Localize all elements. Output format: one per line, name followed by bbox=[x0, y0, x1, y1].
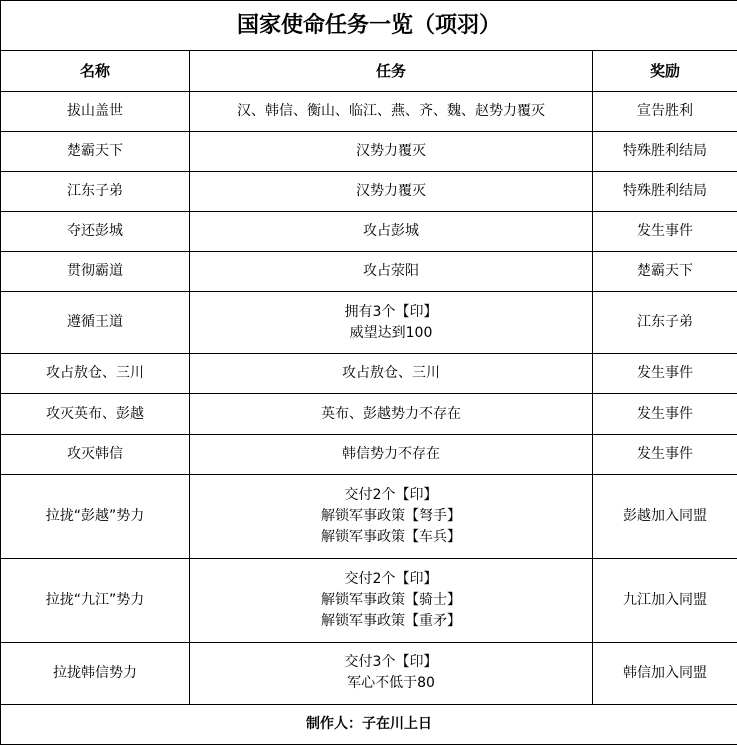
mission-task bbox=[190, 92, 593, 132]
mission-reward: 九江加入同盟 bbox=[593, 558, 737, 642]
author-credit: 制作人：子在川上日 bbox=[1, 705, 737, 745]
task-line: 威望达到100 bbox=[349, 324, 433, 341]
task-line: 拥有3个【印】 bbox=[344, 303, 438, 320]
task-line: 解锁军事政策【重矛】 bbox=[321, 612, 461, 629]
task-line: 汉势力覆灭 bbox=[356, 183, 426, 200]
mission-reward: 江东子弟 bbox=[593, 292, 737, 354]
mission-reward: 彭越加入同盟 bbox=[593, 474, 737, 558]
task-line: 汉、韩信、衡山、临江、燕、齐、魏、赵势力覆灭 bbox=[237, 103, 545, 120]
task-line: 解锁军事政策【车兵】 bbox=[321, 528, 461, 545]
table-row bbox=[1, 434, 737, 474]
mission-reward: 发生事件 bbox=[593, 354, 737, 394]
mission-reward: 特殊胜利结局 bbox=[593, 172, 737, 212]
header-reward: 奖励 bbox=[593, 51, 737, 92]
task-line: 攻占彭城 bbox=[363, 223, 419, 240]
task-line: 韩信势力不存在 bbox=[342, 445, 440, 462]
mission-reward: 特殊胜利结局 bbox=[593, 132, 737, 172]
table-row bbox=[1, 252, 737, 292]
mission-task bbox=[190, 474, 593, 558]
mission-task bbox=[190, 252, 593, 292]
mission-task bbox=[190, 212, 593, 252]
mission-name: 江东子弟 bbox=[1, 172, 190, 212]
table-row bbox=[1, 394, 737, 434]
task-line: 英布、彭越势力不存在 bbox=[321, 405, 461, 422]
task-line: 攻占荥阳 bbox=[363, 263, 419, 280]
mission-task bbox=[190, 292, 593, 354]
footer-row bbox=[1, 705, 737, 745]
mission-name: 拉拢“彭越”势力 bbox=[1, 474, 190, 558]
task-line: 汉势力覆灭 bbox=[356, 143, 426, 160]
mission-task bbox=[190, 394, 593, 434]
task-line: 交付2个【印】 bbox=[344, 570, 438, 587]
table-row bbox=[1, 474, 737, 558]
mission-task bbox=[190, 558, 593, 642]
table-row bbox=[1, 172, 737, 212]
task-line: 攻占敖仓、三川 bbox=[342, 365, 440, 382]
mission-reward: 发生事件 bbox=[593, 212, 737, 252]
mission-name: 楚霸天下 bbox=[1, 132, 190, 172]
mission-name: 贯彻霸道 bbox=[1, 252, 190, 292]
table-row bbox=[1, 558, 737, 642]
task-line: 军心不低于80 bbox=[347, 675, 435, 692]
mission-reward: 韩信加入同盟 bbox=[593, 642, 737, 704]
table-row bbox=[1, 292, 737, 354]
table-row bbox=[1, 132, 737, 172]
title-row bbox=[1, 1, 737, 51]
table-title: 国家使命任务一览（项羽） bbox=[1, 1, 737, 51]
mission-task bbox=[190, 354, 593, 394]
mission-reward: 宣告胜利 bbox=[593, 92, 737, 132]
header-row bbox=[1, 51, 737, 92]
header-task: 任务 bbox=[190, 51, 593, 92]
mission-reward: 楚霸天下 bbox=[593, 252, 737, 292]
mission-task bbox=[190, 132, 593, 172]
header-name: 名称 bbox=[1, 51, 190, 92]
task-line: 解锁军事政策【弩手】 bbox=[321, 507, 461, 524]
mission-name: 拉拢韩信势力 bbox=[1, 642, 190, 704]
task-line: 解锁军事政策【骑士】 bbox=[321, 591, 461, 608]
mission-name: 攻灭英布、彭越 bbox=[1, 394, 190, 434]
mission-task bbox=[190, 434, 593, 474]
mission-name: 拉拢“九江”势力 bbox=[1, 558, 190, 642]
mission-reward: 发生事件 bbox=[593, 434, 737, 474]
table-row bbox=[1, 354, 737, 394]
mission-name: 攻灭韩信 bbox=[1, 434, 190, 474]
table-body bbox=[1, 92, 737, 705]
mission-reward: 发生事件 bbox=[593, 394, 737, 434]
table-row bbox=[1, 642, 737, 704]
task-line: 交付2个【印】 bbox=[344, 486, 438, 503]
mission-name: 遵循王道 bbox=[1, 292, 190, 354]
table-row bbox=[1, 92, 737, 132]
task-line: 交付3个【印】 bbox=[344, 654, 438, 671]
table-row bbox=[1, 212, 737, 252]
mission-task bbox=[190, 172, 593, 212]
mission-name: 夺还彭城 bbox=[1, 212, 190, 252]
mission-name: 攻占敖仓、三川 bbox=[1, 354, 190, 394]
mission-name: 拔山盖世 bbox=[1, 92, 190, 132]
mission-task bbox=[190, 642, 593, 704]
